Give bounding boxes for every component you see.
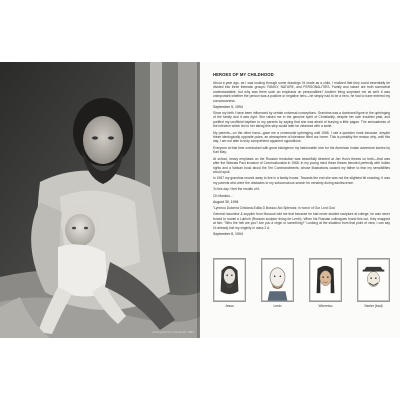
book-spread bbox=[0, 62, 400, 338]
sketch-jesus bbox=[213, 258, 246, 308]
photo-credit: photograph by Ota Nepilý 1983 bbox=[152, 330, 194, 334]
jesus-drawing bbox=[213, 258, 246, 302]
body-paragraph: Oh Manitou... bbox=[213, 193, 233, 198]
sketch-caption: Santer (bad) bbox=[364, 304, 383, 308]
body-paragraph: General raconteur & supplier from Moscow told me that because he had never studied sculpture at college, he was never forced to model a Lukhoh (Russian sculptor doing for Lenin). When his Russian colleagues found this out, they snapped at him: "Who the hell are you? Are you a virgin or something?" Looking at the situation from that point of view, I can say I'd already lost my virginity in class 2 A. bbox=[213, 212, 390, 230]
santer-drawing bbox=[357, 258, 390, 302]
body-paragraph: In 1967 my grandma moved away to live in a family house. Towards the end she was not the slightest bit exacting. It was my parents who were the obstacles to my subconscious search for certainty during adolescence. bbox=[213, 176, 390, 185]
childhood-sketches bbox=[213, 258, 390, 308]
body-paragraph: Since my birth I have been influenced by certain universal conceptions. Grandma was a dominant figure in the upbringing of the family and it was right. She raised me in the genuine spirit of Christianity, despite her own troubled past, and purified my unofficial baptism to my parents by saying that she was afraid of burying a little pagan. The sensualness of the infection which led to her taking this step would later be cleansed with a smile. bbox=[213, 111, 390, 129]
sketch-winnetou bbox=[309, 258, 342, 308]
sketch-caption: Lenin bbox=[273, 304, 282, 308]
sketch-caption: Jesus bbox=[225, 304, 234, 308]
photo-page bbox=[0, 62, 200, 338]
sketch-santer bbox=[357, 258, 390, 308]
entry-date: September 5, 1994 bbox=[213, 105, 243, 110]
body-paragraph: To this day I feel the results of it. bbox=[213, 187, 261, 192]
entry-date: August 30, 1994 bbox=[213, 199, 239, 204]
body-paragraph: My parents—on the other hand—gave me a communist upbringing until 1968. I use a question mark because, despite these ideologically opposite poles, an atmosphere of tolerance filled our home. This is possibly the reason why, until this day, I am not able to truly comprehend apparent oppositions. bbox=[213, 130, 390, 144]
sketch-caption: Winnetou bbox=[318, 304, 333, 308]
page-heading: HEROES OF MY CHILDHOOD bbox=[213, 72, 274, 77]
lenin-drawing bbox=[261, 258, 294, 302]
body-paragraph: Everyone at that time overlooked with great indulgence my fashionable love for the American Indian adventure stories by Karl May. bbox=[213, 145, 390, 155]
winnetou-drawing bbox=[309, 258, 342, 302]
father-and-child-photo bbox=[0, 62, 200, 338]
entry-date: September 8, 1994 bbox=[213, 231, 243, 236]
text-page bbox=[200, 62, 400, 338]
sketch-lenin bbox=[261, 258, 294, 308]
body-paragraph: At school, heavy emphasis on the Russian revolution was beautifully directed at Jan Hus's theses on truth—that was after the Warsaw Pact invasion of Czechoslovakia in 1968. In my young mind these theses blended perfectly with Indian rights and a Vatican book about the Ten Commandments, whose illustrations caused my father to fear my sensibilities would spoil. bbox=[213, 156, 390, 174]
quote-paragraph: "Lynmou Dulcena Ciriclana-Eullia D Bossoc Ato Splendor, in honor of Our Lord God bbox=[213, 205, 335, 210]
intro-paragraph: About a year ago, as I was looking through some drawings I'd made as a child, I realized that they could essentially be divided into three thematic groups: FAMILY, NATURE, and PERSONALITIES. Family and nature are both somewhat understandable, but why was there such an emphasis on personalities? Another thing surprised me as well: it was unimportant whether the person was a positive or negative hero—he simply had to be a hero, he had to have entered my consciousness. bbox=[213, 81, 390, 103]
